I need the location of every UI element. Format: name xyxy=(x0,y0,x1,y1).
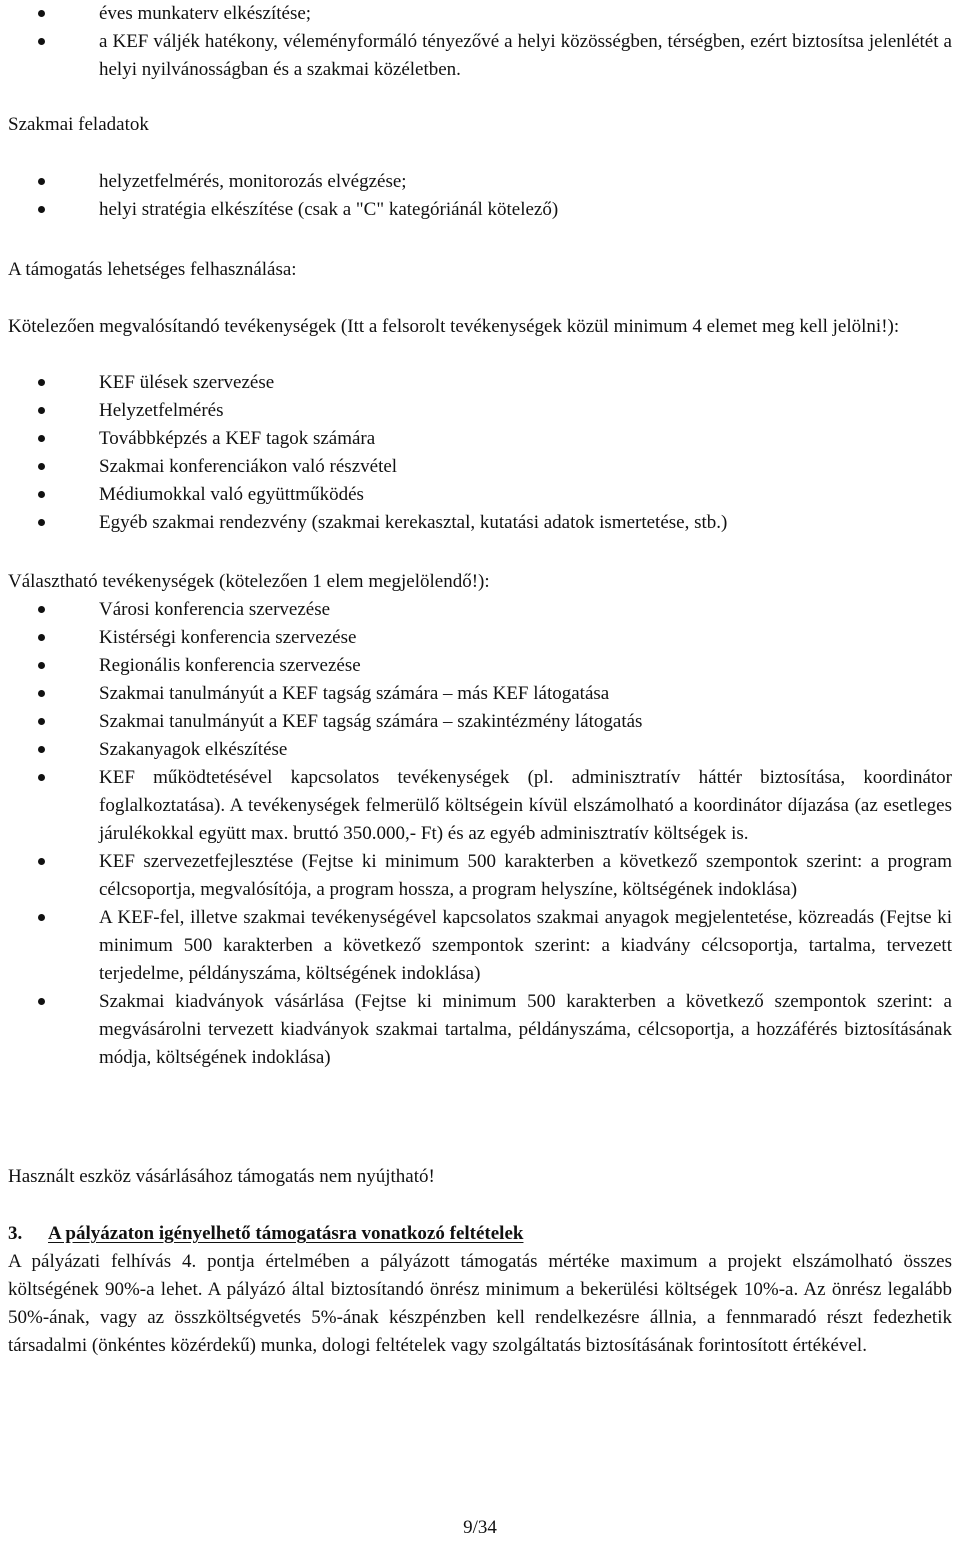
list-item xyxy=(0,680,960,708)
list-item-text: Egyéb szakmai rendezvény (szakmai kerekasztal, kutatási adatok ismertetése, stb.) xyxy=(99,512,728,533)
list-item-text: Szakmai konferenciákon való részvétel xyxy=(99,456,398,477)
list-item xyxy=(0,596,960,624)
list-item-text: Városi konferencia szervezése xyxy=(99,599,331,620)
list-item xyxy=(0,425,960,453)
list-item xyxy=(0,708,960,736)
list-item-text: a KEF váljék hatékony, véleményformáló tényezővé a helyi közösségben, térségben, ezért biztosítsa jelenlétét a helyi nyilvánosságban és a szakmai közéletben. xyxy=(99,31,952,80)
list-item-text: éves munkaterv elkészítése; xyxy=(99,3,312,24)
kotelezo-list xyxy=(0,369,960,537)
section-3-body: A pályázati felhívás 4. pontja értelmében a pályázott támogatás mértéke maximum a projekt elszámolható összes költségének 90%-a lehet. A pályázó által biztosítandó önrész minimum a bekerülési költségek 10%-a. Az önrész legalább 50%-ának, vagy az összköltségvetés 5%-ának készpénzben kell rendelkezésre állnia, a fennmaradó részt fedezhetik társadalmi (önkéntes közérdekű) munka, dologi feltételek vagy szolgáltatás biztosításának forintosított értékével. xyxy=(8,1251,952,1356)
intro-list xyxy=(0,0,960,84)
list-item xyxy=(0,988,960,1072)
list-item-text: Szakanyagok elkészítése xyxy=(99,739,288,760)
list-item xyxy=(0,848,960,904)
list-item-text: KEF ülések szervezése xyxy=(99,372,275,393)
list-item xyxy=(0,0,960,28)
section-3-heading xyxy=(8,1220,952,1248)
page-number: 9/34 xyxy=(463,1517,497,1538)
list-item-text: Szakmai tanulmányút a KEF tagság számára – más KEF látogatása xyxy=(99,683,610,704)
list-item-text: Kistérségi konferencia szervezése xyxy=(99,627,357,648)
valaszthato-list xyxy=(0,596,960,1072)
list-item xyxy=(0,28,960,84)
list-item-text: helyzetfelmérés, monitorozás elvégzése; xyxy=(99,171,407,192)
list-item xyxy=(0,369,960,397)
hasznalt-note: Használt eszköz vásárlásához támogatás nem nyújtható! xyxy=(8,1166,435,1187)
list-item-text: Regionális konferencia szervezése xyxy=(99,655,361,676)
list-item xyxy=(0,397,960,425)
kotelezo-intro: Kötelezően megvalósítandó tevékenységek (Itt a felsorolt tevékenységek közül minimum 4 elemet meg kell jelölni!): xyxy=(8,316,900,337)
list-item xyxy=(0,509,960,537)
list-item-text: A KEF-fel, illetve szakmai tevékenységével kapcsolatos szakmai anyagok megjelentetése, közreadás (Fejtse ki minimum 500 karakterben a következő szempontok szerint: a kiadvány célcsoportja, tartalma, tervezett terjedelme, példányszáma, költségének indoklása) xyxy=(99,907,952,984)
list-item-text: KEF működtetésével kapcsolatos tevékenységek (pl. adminisztratív háttér biztosítása, koordinátor foglalkoztatása). A tevékenységek felmerülő költségein kívül elszámolható a koordinátor díjazása (az esetleges járulékokkal együtt max. bruttó 350.000,- Ft) és az egyéb adminisztratív költségek is. xyxy=(99,767,952,844)
list-item xyxy=(0,168,960,196)
list-item-text: Szakmai tanulmányút a KEF tagság számára – szakintézmény látogatás xyxy=(99,711,643,732)
section-number: 3. xyxy=(8,1223,23,1244)
tamogatas-heading: A támogatás lehetséges felhasználása: xyxy=(8,259,297,280)
valaszthato-intro: Választható tevékenységek (kötelezően 1 elem megjelölendő!): xyxy=(8,571,490,592)
list-item-text: Médiumokkal való együttműködés xyxy=(99,484,364,505)
section-title: A pályázaton igényelhető támogatásra vonatkozó feltételek xyxy=(48,1223,524,1244)
list-item xyxy=(0,652,960,680)
list-item xyxy=(0,481,960,509)
list-item xyxy=(0,736,960,764)
list-item xyxy=(0,624,960,652)
szakmai-list xyxy=(0,168,960,224)
szakmai-heading: Szakmai feladatok xyxy=(8,114,149,135)
list-item-text: Szakmai kiadványok vásárlása (Fejtse ki minimum 500 karakterben a következő szempontok szerint: a megvásárolni tervezett kiadványok szakmai tartalma, példányszáma, célcsoportja, a hozzáférés biztosításának módja, költségének indoklása) xyxy=(99,991,952,1068)
list-item-text: KEF szervezetfejlesztése (Fejtse ki minimum 500 karakterben a következő szempontok szerint: a program célcsoportja, megvalósítója, a program hossza, a program helyszíne, költségének indoklása) xyxy=(99,851,952,900)
list-item-text: Helyzetfelmérés xyxy=(99,400,224,421)
list-item-text: Továbbképzés a KEF tagok számára xyxy=(99,428,376,449)
list-item xyxy=(0,764,960,848)
list-item-text: helyi stratégia elkészítése (csak a "C" kategóriánál kötelező) xyxy=(99,199,559,220)
list-item xyxy=(0,453,960,481)
list-item xyxy=(0,196,960,224)
list-item xyxy=(0,904,960,988)
